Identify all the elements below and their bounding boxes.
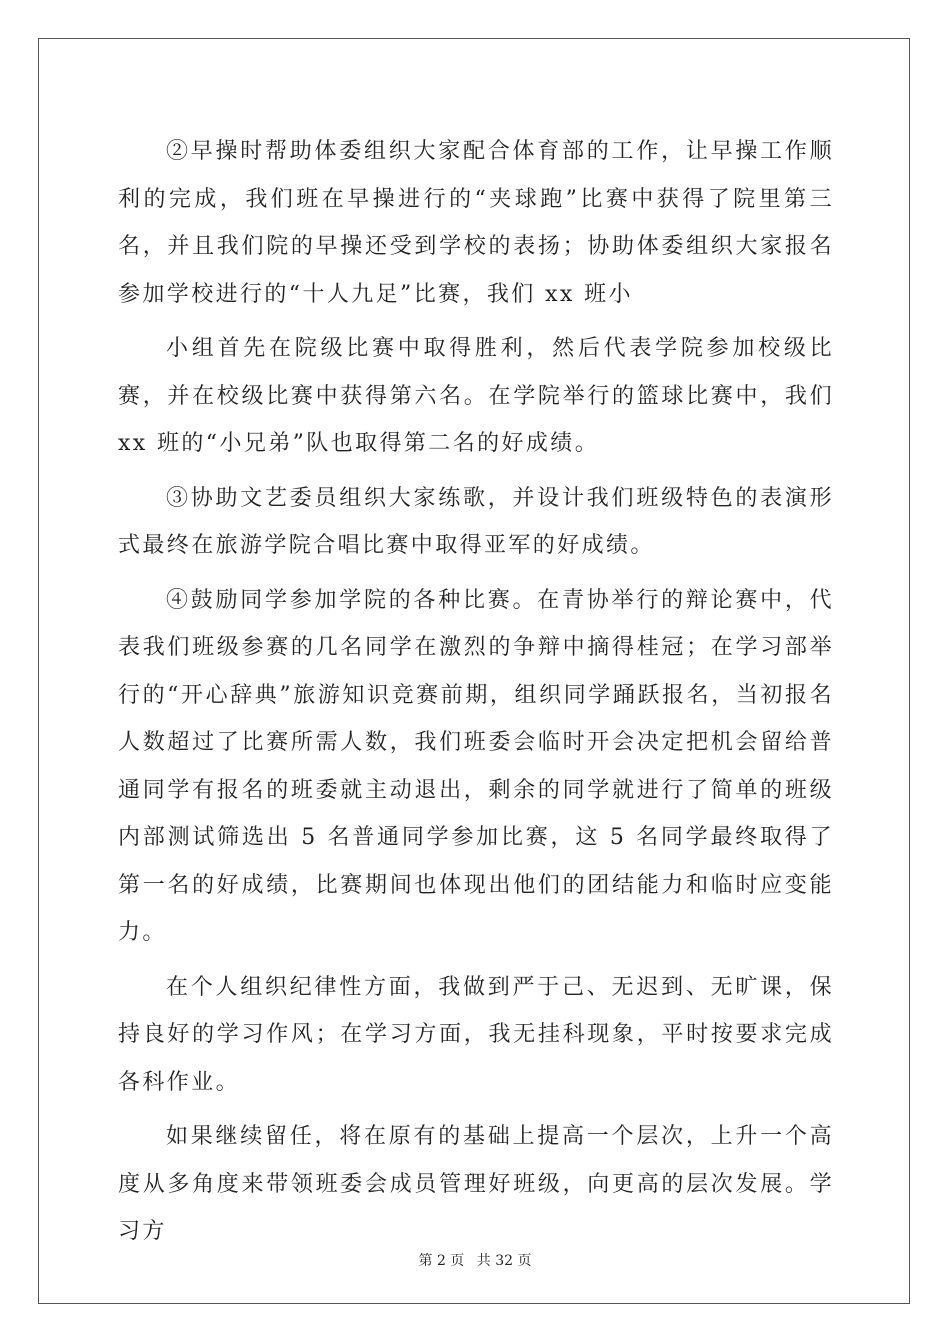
document-body: [118, 128, 834, 1263]
paragraph-1: ②早操时帮助体委组织大家配合体育部的工作，让早操工作顺利的完成，我们班在早操进行的“夹球跑”比赛中获得了院里第三名，并且我们院的早操还受到学校的表扬；协助体委组织大家报名参加学校进行的“十人九足”比赛，我们 xx 班小: [118, 139, 834, 307]
paragraph-2: 小组首先在院级比赛中取得胜利，然后代表学院参加校级比赛，并在校级比赛中获得第六名。在学院举行的篮球比赛中，我们 xx 班的“小兄弟”队也取得第二名的好成绩。: [118, 336, 834, 456]
page-total: 共 32 页: [476, 1253, 532, 1269]
paragraph-5: 在个人组织纪律性方面，我做到严于己、无迟到、无旷课，保持良好的学习作风；在学习方面，我无挂科现象，平时按要求完成各科作业。: [118, 974, 834, 1095]
page-number: 第 2 页: [418, 1253, 465, 1269]
paragraph-3: ③协助文艺委员组织大家练歌，并设计我们班级特色的表演形式最终在旅游学院合唱比赛中取得亚军的好成绩。: [118, 485, 834, 558]
paragraph-4: ④鼓励同学参加学院的各种比赛。在青协举行的辩论赛中，代表我们班级参赛的几名同学在激烈的争辩中摘得桂冠；在学习部举行的“开心辞典”旅游知识竞赛前期，组织同学踊跃报名，当初报名人数超过了比赛所需人数，我们班委会临时开会决定把机会留给普通同学有报名的班委就主动退出，剩余的同学就进行了简单的班级内部测试筛选出 5 名普通同学参加比赛，这 5 名同学最终取得了第一名的好成绩，比赛期间也体现出他们的团结能力和临时应变能力。: [118, 587, 834, 945]
paragraph-6: 如果继续留任，将在原有的基础上提高一个层次，上升一个高度从多角度来带领班委会成员管理好班级，向更高的层次发展。学习方: [118, 1124, 834, 1244]
page-footer: [0, 1250, 950, 1270]
